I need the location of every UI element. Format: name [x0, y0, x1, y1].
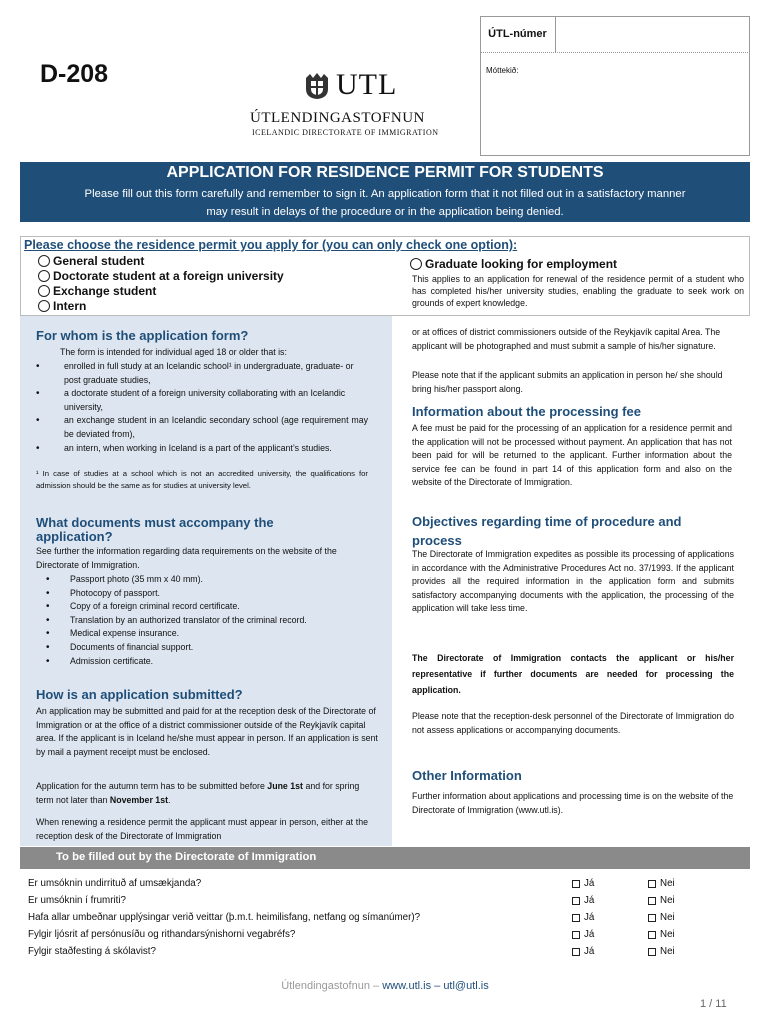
other-info-heading: Other Information	[412, 768, 522, 783]
continued-paragraph-2: Please note that if the applicant submits an application in person he/ she should bring his/her passport along.	[412, 370, 723, 394]
admin-title: To be filled out by the Directorate of Immigration	[56, 851, 317, 863]
checkbox-icon[interactable]	[572, 948, 580, 956]
form-title: APPLICATION FOR RESIDENCE PERMIT FOR STUDENTS	[166, 164, 604, 181]
footer-contact-link[interactable]: www.utl.is – utl@utl.is	[382, 980, 489, 992]
list-item: • enrolled in full study at an Icelandic school¹ in undergraduate, graduate- or post graduate studies,	[36, 361, 354, 385]
list-item: • Passport photo (35 mm x 40 mm).	[46, 574, 203, 585]
whom-list	[36, 360, 368, 455]
logo-wordmark: UTL	[336, 68, 398, 101]
list-item: • Copy of a foreign criminal record certificate.	[46, 601, 240, 613]
list-item: • Translation by an authorized translator of the criminal record.	[46, 614, 307, 626]
received-label: Móttekið:	[486, 66, 519, 75]
list-item: • Admission certificate.	[46, 655, 154, 667]
list-item: • Photocopy of passport.	[46, 587, 160, 599]
graduate-option-description: This applies to an application for renewal of the residence permit of a student who has completed his/her university studies, enabling the graduate to seek work on grounds of expert knowledge.	[412, 274, 744, 308]
checkbox-icon[interactable]	[648, 897, 656, 905]
admin-question: Fylgir ljósrit af persónusíðu og rithandarsýnishorni vegabréfs?	[28, 929, 296, 940]
no-checkbox[interactable]: Nei	[648, 912, 675, 923]
option-label: Exchange student	[53, 284, 157, 298]
option-exchange-student[interactable]	[38, 284, 156, 298]
yes-checkbox[interactable]: Já	[572, 878, 594, 889]
other-info-text: Further information about applications and processing time is on the website of the Directorate of Immigration (www.utl.is).	[412, 791, 734, 815]
docs-intro: See further the information regarding data requirements on the website of the Directorate of Immigration.	[36, 546, 337, 570]
radio-button-icon[interactable]	[38, 270, 50, 282]
fee-heading: Information about the processing fee	[412, 404, 641, 419]
admin-question: Hafa allar umbeðnar upplýsingar verið veittar (þ.m.t. heimilisfang, netfang og símanúmer)?	[28, 912, 421, 923]
checkbox-icon[interactable]	[648, 914, 656, 922]
submit-paragraph-1: An application may be submitted and paid for at the reception desk of the Directorate of Immigration or at the office of a district commissioner outside of the Reykjavík capital area. If the applicant is in Iceland he/she must appear in person. If an application is sent by mail a payment receipt must be enclosed.	[36, 706, 378, 757]
checkbox-icon[interactable]	[648, 880, 656, 888]
continued-paragraph-1: or at offices of district commissioners outside of the Reykjavík capital Area. The applicant will be photographed and must submit a sample of his/her signature.	[412, 327, 721, 351]
yes-checkbox[interactable]: Já	[572, 946, 594, 957]
objectives-heading: Objectives regarding time of procedure and process	[412, 514, 682, 548]
radio-button-icon[interactable]	[38, 300, 50, 312]
coat-of-arms-icon	[302, 72, 332, 100]
list-item: • a doctorate student of a foreign university collaborating with an Icelandic university,	[36, 388, 346, 412]
option-doctorate-student[interactable]	[38, 269, 284, 283]
admin-question: Er umsóknin í frumriti?	[28, 895, 126, 906]
no-checkbox[interactable]: Nei	[648, 878, 675, 889]
option-label: General student	[53, 254, 145, 268]
objectives-bold-note: The Directorate of Immigration contacts the applicant or his/her representative if further documents are needed for processing the application.	[412, 653, 734, 695]
yes-checkbox[interactable]: Já	[572, 895, 594, 906]
whom-footnote: ¹ In case of studies at a school which is not an accredited university, the qualifications for admission should be the same as for studies at university level.	[36, 469, 368, 490]
checkbox-icon[interactable]	[648, 948, 656, 956]
checkbox-icon[interactable]	[572, 897, 580, 905]
whom-heading: For whom is the application form?	[36, 328, 249, 343]
form-code: D-208	[40, 60, 109, 88]
objectives-text: The Directorate of Immigration expedites as possible its processing of applications in accordance with the Administrative Procedures Act no. 37/1993. If the applicant provides all the required information in the application form and submits satisfactory accompanying documents with the application, the processing of the application will take less time.	[412, 549, 734, 614]
admin-question: Er umsóknin undirrituð af umsækjanda?	[28, 878, 202, 889]
option-label: Graduate looking for employment	[425, 257, 618, 271]
page-footer: Útlendingastofnun – www.utl.is – utl@utl.is	[281, 980, 489, 992]
objectives-note: Please note that the reception-desk personnel of the Directorate of Immigration do not assess applications or accompanying documents.	[412, 711, 734, 735]
logo-name: ÚTLENDINGASTOFNUN	[250, 110, 425, 126]
docs-list	[46, 573, 376, 668]
radio-button-icon[interactable]	[410, 258, 422, 270]
list-item: • an exchange student in an Icelandic secondary school (age requirement may be deviated from),	[36, 415, 368, 439]
utl-number-label: ÚTL-númer	[480, 16, 556, 52]
radio-button-icon[interactable]	[38, 285, 50, 297]
permit-choice-heading: Please choose the residence permit you apply for (you can only check one option):	[24, 238, 518, 252]
submit-heading: How is an application submitted?	[36, 687, 243, 702]
yes-checkbox[interactable]: Já	[572, 912, 594, 923]
checkbox-icon[interactable]	[572, 914, 580, 922]
checkbox-icon[interactable]	[572, 931, 580, 939]
form-instructions-line-1: Please fill out this form carefully and remember to sign it. An application form that it not filled out in a satisfactory manner	[84, 188, 686, 200]
checkbox-icon[interactable]	[572, 880, 580, 888]
option-label: Doctorate student at a foreign university	[53, 269, 284, 283]
list-item: • Documents of financial support.	[46, 641, 194, 653]
checkbox-icon[interactable]	[648, 931, 656, 939]
fee-text: A fee must be paid for the processing of an application for a residence permit and the application will not be processed without payment. An application that has not been paid for will be returned to the applicant. Further information about the service fee can be found in part 14 of this application form and also on the website of the Directorate of Immigration.	[412, 423, 732, 488]
admin-question: Fylgir staðfesting á skólavist?	[28, 946, 156, 957]
footer-org: Útlendingastofnun	[281, 980, 370, 992]
no-checkbox[interactable]: Nei	[648, 946, 675, 957]
list-item: • Medical expense insurance.	[46, 628, 180, 640]
radio-button-icon[interactable]	[38, 255, 50, 267]
option-label: Intern	[53, 299, 87, 313]
submit-paragraph-3: When renewing a residence permit the applicant must appear in person, either at the reception desk of the Directorate of Immigration	[36, 817, 368, 841]
docs-heading: What documents must accompany the application?	[36, 515, 274, 544]
option-intern[interactable]	[38, 299, 86, 313]
form-instructions	[26, 185, 744, 221]
whom-intro: The form is intended for individual aged 18 or older that is:	[60, 347, 287, 357]
yes-checkbox[interactable]: Já	[572, 929, 594, 940]
submit-paragraph-2: Application for the autumn term has to be submitted before June 1st and for spring term not later than November 1st.	[36, 781, 360, 805]
divider	[480, 52, 750, 53]
form-instructions-line-2: may result in delays of the procedure or in the application being denied.	[206, 206, 564, 218]
no-checkbox[interactable]: Nei	[648, 895, 675, 906]
page-number: 1 / 11	[700, 998, 727, 1010]
logo-subtitle: ICELANDIC DIRECTORATE OF IMMIGRATION	[252, 128, 439, 137]
list-item: • an intern, when working in Iceland is a part of the applicant’s studies.	[36, 442, 332, 454]
no-checkbox[interactable]: Nei	[648, 929, 675, 940]
option-general-student[interactable]	[38, 254, 144, 268]
option-graduate-employment[interactable]	[410, 257, 617, 271]
utl-number-field[interactable]	[557, 17, 749, 51]
